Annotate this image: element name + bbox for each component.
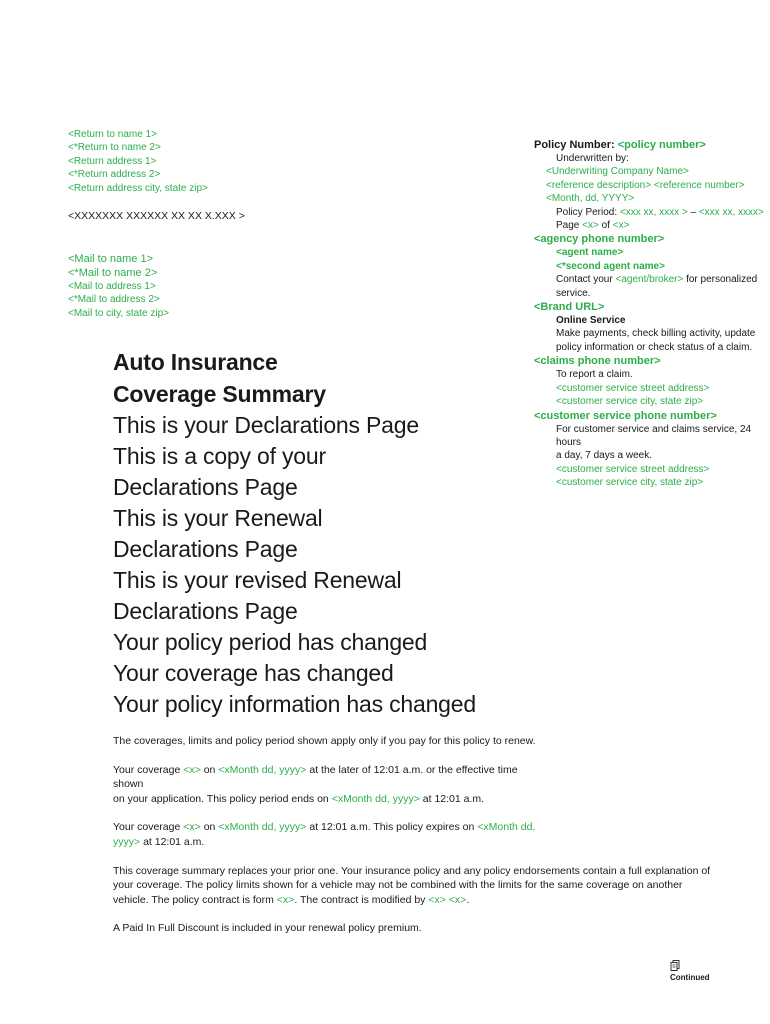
claims-text: To report a claim. — [556, 369, 633, 381]
text: at 12:01 a.m. This policy expires on — [309, 821, 475, 834]
pages-icon — [670, 960, 680, 971]
text: at the later of 12:01 a.m. or the effective time shown — [113, 763, 518, 791]
text: Your coverage — [113, 821, 181, 834]
placeholder-date: <xMonth dd, yyyy> — [331, 792, 420, 805]
policy-info-panel — [534, 138, 766, 490]
placeholder: <x> — [276, 893, 295, 906]
return-line: <Return address city, state zip> — [68, 182, 208, 194]
return-line: <*Return address 2> — [68, 169, 161, 181]
contact-prefix: Contact your — [556, 274, 613, 286]
page-label: Page — [556, 220, 580, 232]
reference-number: <reference number> — [653, 179, 745, 191]
text: at 12:01 a.m. — [143, 835, 205, 848]
return-line: <Return address 1> — [68, 155, 157, 167]
policy-period-row — [534, 206, 766, 219]
customer-service-phone: <customer service phone number> — [534, 409, 717, 422]
text: This coverage summary replaces your prior one. Your insurance policy and any policy endorsements contain a full explanation of your coverage. The policy limits shown for a vehicle may not be combined with the limits for the same coverage on another vehicle. The policy contract is form — [113, 864, 711, 906]
placeholder: <x> — [183, 763, 201, 776]
text: Your coverage — [113, 763, 181, 776]
text: on — [203, 821, 216, 834]
contact-suffix: for personalized — [686, 274, 758, 286]
claims-phone: <claims phone number> — [534, 355, 661, 368]
renewal-notice: The coverages, limits and policy period shown apply only if you pay for this policy to renew. — [113, 735, 536, 747]
return-line: <Return to name 1> — [68, 129, 157, 140]
period-end: <xxx xx, xxxx> — [698, 206, 764, 218]
company-name: <Underwriting Company Name> — [546, 166, 689, 178]
coverage-period-expiry — [113, 820, 543, 849]
title-line: Declarations Page — [113, 598, 298, 624]
text: on — [203, 763, 216, 776]
underwritten-by: Underwritten by: — [556, 153, 629, 164]
title-line: Declarations Page — [113, 536, 298, 562]
mail-line: <*Mail to name 2> — [68, 267, 158, 279]
mail-line: <Mail to city, state zip> — [68, 307, 169, 319]
coverage-summary-note — [113, 864, 713, 908]
text: . — [466, 893, 470, 906]
customer-service-text: a day, 7 days a week. — [556, 450, 652, 462]
title-block — [113, 346, 593, 720]
placeholder: <x> — [183, 821, 201, 834]
title-line: This is your Declarations Page — [113, 412, 419, 438]
page-subtitle: Coverage Summary — [113, 381, 326, 407]
title-line: This is a copy of your — [113, 443, 326, 469]
return-line: <*Return to name 2> — [68, 142, 161, 154]
placeholder: <x> — [448, 893, 467, 906]
brand-url[interactable]: <Brand URL> — [534, 301, 605, 314]
customer-service-street: <customer service street address> — [556, 463, 710, 475]
online-service-text: Make payments, check billing activity, update — [556, 328, 756, 340]
mail-line: <Mail to address 1> — [68, 281, 156, 292]
policy-number-label: Policy Number: — [534, 139, 615, 151]
reference-description: <reference description> — [546, 179, 652, 191]
mail-address-block — [68, 252, 169, 320]
contact-line-2: service. — [556, 287, 591, 299]
agency-phone: <agency phone number> — [534, 233, 665, 246]
issue-date: <Month, dd, YYYY> — [546, 193, 635, 205]
page-total: <x> — [612, 220, 630, 232]
contact-agent: <agent/broker> — [615, 274, 684, 286]
return-address-block — [68, 128, 208, 195]
period-start: <xxx xx, xxxx > — [619, 206, 688, 218]
text: at 12:01 a.m. — [422, 792, 485, 805]
title-line: Your coverage has changed — [113, 660, 394, 686]
title-line: This is your Renewal — [113, 505, 323, 531]
period-dash: – — [690, 206, 697, 218]
discount-note: A Paid In Full Discount is included in your renewal policy premium. — [113, 922, 422, 935]
claims-city: <customer service city, state zip> — [556, 396, 704, 408]
text: . The contract is modified by — [294, 893, 426, 906]
placeholder-date: <xMonth dd, yyyy> — [218, 821, 307, 834]
title-line: Your policy period has changed — [113, 629, 428, 655]
page-of: of — [601, 220, 610, 232]
second-agent-name: <*second agent name> — [556, 260, 665, 272]
online-service-title: Online Service — [556, 315, 626, 327]
policy-period-label: Policy Period: — [556, 206, 618, 218]
mail-line: <*Mail to address 2> — [68, 294, 160, 306]
page-title: Auto Insurance — [113, 349, 278, 375]
claims-street: <customer service street address> — [556, 382, 710, 394]
customer-service-city: <customer service city, state zip> — [556, 477, 704, 489]
mail-code-line: <XXXXXXX XXXXXX XX XX X.XXX > — [68, 210, 245, 222]
summary-body — [113, 734, 711, 950]
mail-line: <Mail to name 1> — [68, 253, 153, 265]
coverage-period-renewal — [113, 763, 543, 807]
policy-number: <policy number> — [617, 139, 706, 151]
title-line: Declarations Page — [113, 474, 298, 500]
customer-service-text: For customer service and claims service, 24 hours — [556, 423, 752, 448]
placeholder-date: yyyy> — [113, 835, 141, 848]
policy-number-row — [534, 138, 766, 152]
agent-contact — [534, 273, 766, 286]
online-service-text: policy information or check status of a claim. — [556, 341, 753, 353]
placeholder-date: <xMonth dd, — [477, 821, 536, 834]
agent-name: <agent name> — [556, 247, 624, 259]
title-line: This is your revised Renewal — [113, 567, 402, 593]
continued-label: Continued — [670, 973, 710, 982]
page-number: <x> — [582, 220, 599, 232]
reference-row — [534, 179, 766, 192]
continued-footer — [670, 960, 710, 982]
page-row — [534, 219, 766, 232]
text: on your application. This policy period ends on — [113, 792, 329, 805]
placeholder-date: <xMonth dd, yyyy> — [218, 763, 307, 776]
placeholder: <x> — [428, 893, 446, 906]
title-line: Your policy information has changed — [113, 691, 476, 717]
